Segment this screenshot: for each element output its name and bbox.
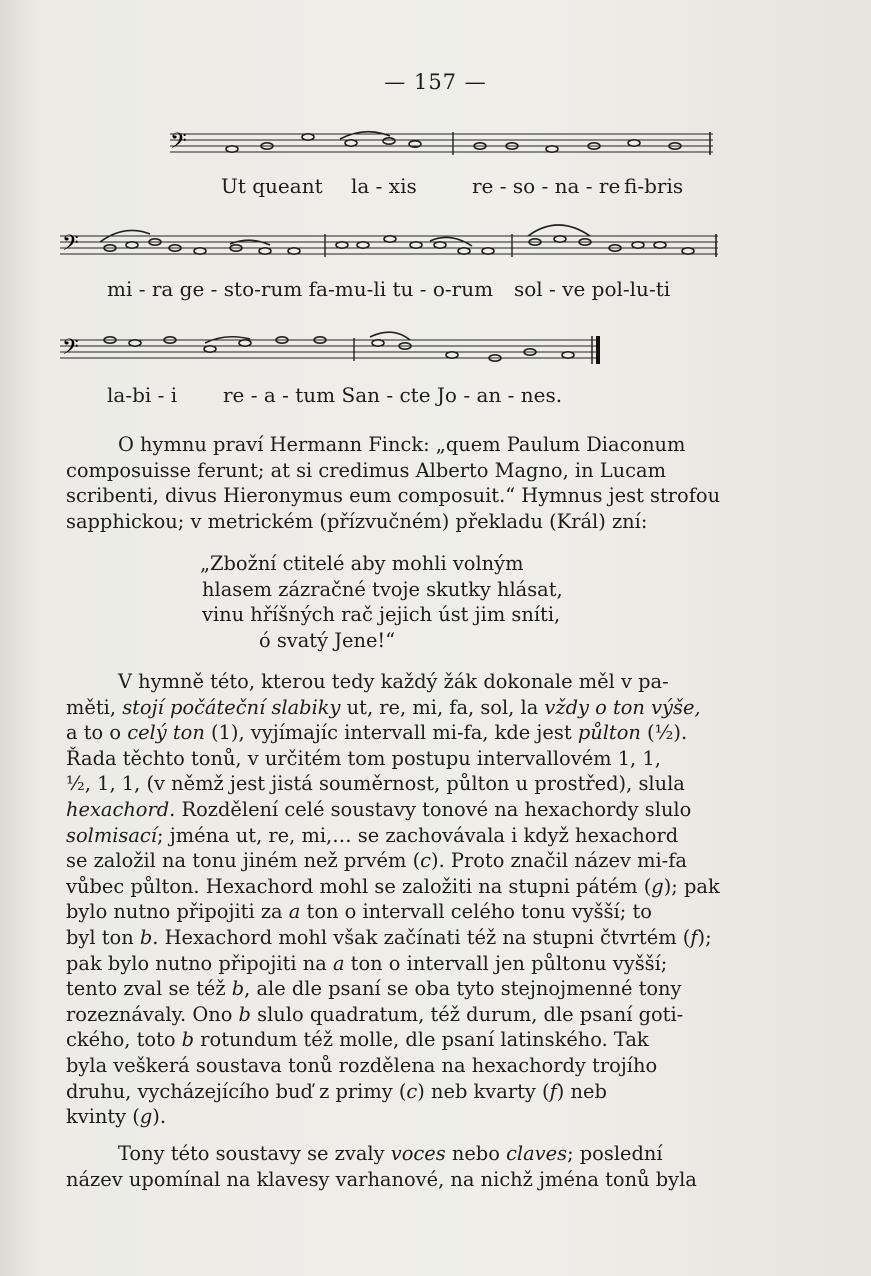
text-run: pak bylo nutno připojiti na (66, 951, 333, 975)
svg-text:𝄢: 𝄢 (62, 231, 79, 261)
text-run: Tony této soustavy se zvaly (118, 1142, 391, 1165)
text-line (66, 797, 722, 823)
emphasis: a (288, 900, 301, 924)
svg-text:𝄢: 𝄢 (62, 335, 79, 365)
staff-3-notation (60, 330, 740, 382)
text-run: . Rozdělení celé soustavy tonové na hexachordy slulo (169, 797, 692, 821)
text-run: byl ton (66, 925, 140, 949)
emphasis: b (139, 925, 153, 949)
text-run: ) neb (556, 1079, 607, 1103)
text-line: byla veškerá soustava tonů rozdělena na hexachordy trojího (66, 1053, 658, 1077)
text-run: (½). (640, 721, 688, 745)
music-staff-3 (60, 330, 740, 382)
emphasis: b (231, 977, 245, 1001)
text-run: kvinty ( (66, 1105, 140, 1129)
text-line: V hymně této, kterou tedy každý žák dokonale měl v pa- (118, 670, 669, 693)
text-line: ½, 1, 1, (v němž jest jistá souměrnost, půlton u prostřed), slula (66, 772, 685, 796)
text-line: Řada těchto tonů, v určitém tom postupu intervallovém 1, 1, (66, 746, 661, 770)
text-run: . Hexachord mohl však začínati též na stupni čtvrtém ( (152, 925, 691, 949)
text-line (66, 925, 722, 951)
text-line (66, 899, 722, 925)
text-run: ckého, toto (66, 1028, 182, 1052)
text-run: ); (697, 925, 712, 949)
text-line (66, 720, 722, 746)
emphasis: b (238, 1002, 251, 1026)
paragraph-hexachord (66, 669, 722, 1130)
text-run: ut, re, mi, fa, sol, la (340, 695, 545, 719)
page-number: — 157 — (384, 70, 487, 94)
poem-line: hlasem zázračné tvoje skutky hlásat, (202, 577, 563, 601)
paragraph-voces (66, 1141, 722, 1193)
music-staff-2 (60, 230, 740, 282)
text-run: (1), vyjímajíc intervall mi-fa, kde jest (204, 721, 578, 745)
text-line (66, 1079, 722, 1105)
text-run: ; poslední (567, 1142, 663, 1165)
lyric-segment: la-bi - i (107, 383, 178, 407)
text-line (66, 1141, 722, 1167)
emphasis: c (406, 1079, 418, 1103)
text-line (66, 1027, 722, 1053)
poem-line: ó svatý Jene!“ (259, 628, 396, 652)
text-line (66, 1002, 722, 1028)
svg-text:𝄢: 𝄢 (170, 129, 187, 159)
text-run: slulo quadratum, též durum, dle psaní goti- (250, 1002, 684, 1026)
text-line: název upomínal na klavesy varhanové, na nichž jména tonů byla (66, 1168, 697, 1191)
text-line: composuisse ferunt; at si credimus Alberto Magno, in Lucam (66, 458, 666, 482)
text-run: ). Proto značil název mi-fa (431, 849, 687, 873)
lyric-segment: Ut queant (221, 174, 323, 198)
text-line (66, 848, 722, 874)
text-run: rotundum též molle, dle psaní latinského. Tak (194, 1028, 649, 1052)
emphasis: g (139, 1105, 153, 1129)
emphasis: celý ton (127, 721, 205, 745)
text-run: a to o (66, 721, 128, 745)
text-line (66, 1104, 722, 1130)
music-staff-1 (60, 128, 740, 180)
emphasis: vždy o ton výše, (544, 695, 701, 719)
poem-line: „Zbožní ctitelé aby mohli volným (200, 552, 524, 575)
text-line (66, 976, 722, 1002)
lyric-segment: re - a - tum San - cte Jo - an - nes. (223, 383, 563, 407)
text-run: měti, (66, 695, 123, 719)
text-line (66, 695, 722, 721)
emphasis: claves (506, 1142, 568, 1165)
text-line (66, 823, 722, 849)
text-line: scribenti, divus Hieronymus eum composuit.“ Hymnus jest strofou (66, 484, 721, 507)
text-run: vůbec půlton. Hexachord mohl se založiti na stupni pátém ( (66, 874, 652, 898)
text-line (66, 951, 722, 977)
emphasis: c (420, 849, 432, 873)
emphasis: g (651, 874, 664, 898)
text-run: ton o intervall celého tonu vyšší; to (300, 900, 652, 924)
emphasis: stojí počáteční slabiky (122, 695, 341, 719)
poem-line: vinu hříšných rač jejich úst jim sníti, (202, 603, 561, 626)
text-line: sapphickou; v metrickém (přízvučném) překladu (Král) zní: (66, 509, 648, 533)
lyric-segment: sol - ve pol-lu-ti (514, 277, 671, 301)
lyric-segment: mi - ra ge - sto-rum fa-mu-li tu - o-rum (107, 277, 494, 301)
emphasis: a (332, 951, 345, 975)
paragraph-hymn-source (66, 432, 722, 534)
emphasis: f (690, 925, 698, 949)
text-run: , ale dle psaní se oba tyto stejnojmenné tony (244, 977, 682, 1001)
lyric-segment: re - so - na - re (472, 174, 621, 198)
staff-2-notation (60, 230, 740, 282)
text-run: rozeznávaly. Ono (66, 1002, 239, 1026)
lyric-segment: fi-bris (624, 174, 684, 198)
poem-translation (200, 551, 620, 653)
text-run: se založil na tonu jiném než prvém ( (66, 849, 421, 873)
staff-1-notation (60, 128, 740, 180)
emphasis: voces (390, 1142, 446, 1165)
text-run: tento zval se též (66, 977, 232, 1001)
emphasis: půlton (577, 721, 641, 745)
emphasis: b (181, 1028, 195, 1052)
text-line: O hymnu praví Hermann Finck: „quem Paulum Diaconum (118, 433, 686, 456)
emphasis: hexachord (66, 797, 170, 821)
text-run: ). (152, 1105, 167, 1129)
text-run: druhu, vycházejícího buď z primy ( (66, 1079, 407, 1103)
emphasis: solmisací (66, 823, 157, 847)
lyric-segment: la - xis (351, 174, 417, 198)
text-run: ton o intervall jen půltonu vyšší; (344, 951, 668, 975)
text-line (66, 874, 722, 900)
text-run: nebo (445, 1142, 507, 1165)
text-run: ) neb kvarty ( (417, 1079, 550, 1103)
text-run: ); pak (663, 874, 720, 898)
text-run: bylo nutno připojiti za (66, 900, 289, 924)
text-run: ; jména ut, re, mi,… se zachovávala i když hexachord (157, 823, 679, 847)
emphasis: f (549, 1079, 557, 1103)
